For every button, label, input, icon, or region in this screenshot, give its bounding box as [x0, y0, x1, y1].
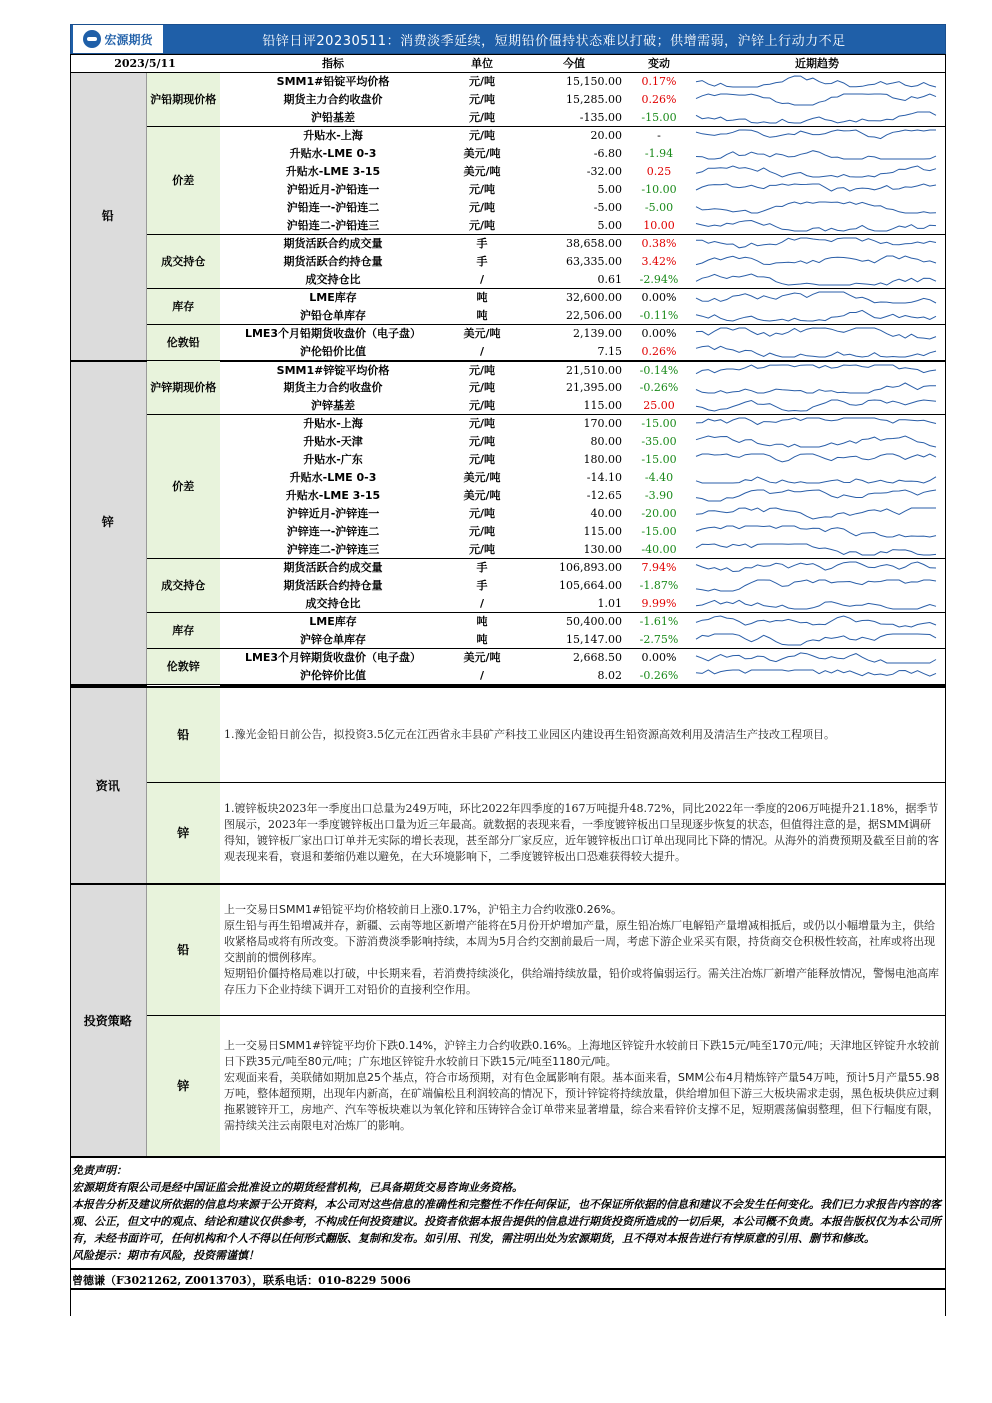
table-row [70, 127, 946, 145]
trend-sparkline [688, 343, 944, 360]
indicator-name: 升贴水-上海 [303, 417, 363, 431]
unit-cell: 吨 [476, 615, 488, 629]
trend-line [696, 477, 936, 483]
unit-cell: 美元/吨 [463, 471, 501, 484]
trend-sparkline [688, 523, 944, 540]
change-cell: 0.25 [646, 165, 672, 178]
trend-sparkline [688, 91, 944, 108]
trend-cell [688, 325, 946, 343]
trend-cell [688, 253, 946, 271]
change-cell: -15.00 [641, 453, 677, 466]
col-trend-header: 近期趋势 [688, 55, 946, 73]
value-cell: 5.00 [597, 183, 622, 196]
trend-sparkline [688, 73, 944, 90]
trend-line [696, 544, 936, 555]
change-cell: -3.90 [644, 489, 674, 502]
change-cell: 0.17% [641, 75, 677, 89]
strategy-lead-text [220, 884, 946, 1016]
change-cell: -1.61% [639, 615, 679, 629]
trend-line [696, 256, 936, 265]
trend-sparkline [688, 577, 944, 594]
indicator-name: 升贴水-LME 0-3 [289, 147, 377, 160]
unit-cell: 元/吨 [468, 93, 496, 106]
change-cell: 9.99% [630, 595, 688, 613]
value-cell: 0.61 [518, 271, 630, 289]
change-cell: -0.14% [639, 363, 679, 377]
group-label: 沪锌期现价格 [146, 361, 220, 415]
trend-sparkline [688, 271, 944, 288]
unit-cell: 手 [476, 237, 488, 251]
group-label: 库存 [146, 613, 220, 649]
value-cell: 20.00 [590, 129, 622, 143]
unit-cell: 元/吨 [468, 201, 496, 214]
change-cell: -2.75% [630, 631, 688, 649]
change-cell: 0.00% [641, 291, 677, 305]
value-cell: 15,150.00 [566, 75, 622, 89]
indicator-name: 期货活跃合约持仓量 [283, 255, 383, 268]
strategy-label: 投资策略 [70, 884, 146, 1156]
indicator-name: 沪伦锌价比值 [220, 667, 446, 685]
change-cell: 10.00 [630, 217, 688, 235]
news-lead-text: 1.豫光金铅日前公告，拟投资3.5亿元在江西省永丰县矿产科技工业园区内建设再生铅资源高效利用及清洁生产技改工程项目。 [224, 727, 835, 741]
trend-line [696, 94, 936, 105]
indicator-name: 沪铅仓单库存 [220, 307, 446, 325]
indicator-name: 升贴水-LME 3-15 [285, 165, 381, 178]
trend-cell [688, 415, 946, 433]
change-cell: -0.26% [630, 667, 688, 685]
indicator-name: 沪铅连一-沪铅连二 [286, 201, 380, 214]
trend-cell [688, 181, 946, 199]
col-indicator-header: 指标 [220, 55, 446, 73]
trend-sparkline [688, 199, 944, 216]
trend-line [696, 580, 936, 591]
change-cell: -4.40 [644, 471, 674, 484]
trend-line [696, 166, 936, 177]
trend-cell [688, 343, 946, 361]
indicator-name: SMM1#锌锭平均价格 [276, 363, 390, 377]
trend-cell [688, 109, 946, 127]
trend-line [696, 220, 936, 231]
table-row [70, 361, 946, 379]
lead-section-label: 铅 [70, 73, 146, 361]
value-cell: -5.00 [593, 201, 622, 214]
group-label: 伦敦锌 [146, 649, 220, 685]
analyst-contact: 曾德谦（F3021262, Z0013703），联系电话：010-8229 5006 [70, 1270, 946, 1290]
group-label: 成交持仓 [146, 559, 220, 613]
indicator-name: 沪锌近月-沪锌连一 [286, 507, 380, 520]
change-cell: -40.00 [630, 541, 688, 559]
value-cell: 115.00 [583, 525, 622, 538]
trend-sparkline [688, 595, 944, 612]
strategy-zinc-label: 锌 [146, 1016, 220, 1156]
indicator-name: LME3个月锌期货收盘价（电子盘） [244, 651, 422, 665]
table-header-row [70, 55, 946, 73]
unit-cell: 美元/吨 [463, 147, 501, 160]
col-value-header: 今值 [518, 55, 630, 73]
strategy-zinc-p1: 上一交易日SMM1#锌锭平均价下跌0.14%，沪锌主力合约收跌0.16%。上海地区锌锭升水较前日下跌15元/吨至170元/吨；天津地区锌锭升水较前日下跌35元/吨至80元/吨；广东地区锌锭升水较前日下跌15元/吨至1180元/吨。 [224, 1038, 940, 1068]
trend-cell [688, 397, 946, 415]
indicator-name: 沪锌基差 [220, 397, 446, 415]
indicator-name: 期货活跃合约持仓量 [283, 579, 383, 592]
change-cell: -1.94 [644, 147, 674, 160]
unit-cell: 美元/吨 [463, 165, 501, 178]
trend-line [696, 600, 936, 609]
trend-line [696, 634, 936, 645]
trend-line [696, 328, 936, 339]
trend-cell [688, 307, 946, 325]
value-cell: 2,668.50 [573, 651, 622, 665]
unit-cell: 元/吨 [468, 453, 496, 466]
col-unit-header: 单位 [446, 55, 518, 73]
risk-warning: 风险提示：期市有风险，投资需谨慎！ [72, 1248, 259, 1262]
trend-cell [688, 199, 946, 217]
table-row [70, 415, 946, 433]
trend-sparkline [688, 217, 944, 234]
trend-cell [688, 451, 946, 469]
trend-cell [688, 271, 946, 289]
trend-sparkline [688, 433, 944, 450]
trend-sparkline [688, 541, 944, 558]
value-cell: 170.00 [583, 417, 622, 431]
change-cell: 0.00% [641, 651, 677, 665]
logo-icon [83, 30, 101, 48]
logo-text: 宏源期货 [104, 32, 153, 47]
col-change-header: 变动 [630, 55, 688, 73]
trend-cell [688, 379, 946, 397]
value-cell: 22,506.00 [518, 307, 630, 325]
change-cell: -10.00 [641, 183, 677, 196]
unit-cell: / [446, 667, 518, 685]
unit-cell: / [446, 343, 518, 361]
value-cell: 38,658.00 [566, 237, 622, 251]
news-section [70, 686, 946, 883]
indicator-name: LME3个月铅期货收盘价（电子盘） [244, 327, 422, 341]
trend-cell [688, 127, 946, 145]
trend-sparkline [688, 469, 944, 486]
report-header [70, 24, 946, 54]
value-cell: 7.15 [518, 343, 630, 361]
unit-cell: 元/吨 [468, 507, 496, 520]
trend-cell [688, 433, 946, 451]
trend-line [696, 454, 936, 462]
group-label: 伦敦铅 [146, 325, 220, 361]
trend-sparkline [688, 362, 944, 379]
news-zinc-label: 锌 [146, 783, 220, 883]
trend-sparkline [688, 613, 944, 630]
trend-cell [688, 541, 946, 559]
trend-line [696, 274, 936, 285]
change-cell: -5.00 [644, 201, 674, 214]
group-label: 沪铅期现价格 [146, 73, 220, 127]
change-cell: -15.00 [641, 525, 677, 538]
change-cell: 3.42% [641, 255, 677, 268]
strategy-lead-label: 铅 [146, 884, 220, 1016]
strategy-zinc-text [220, 1016, 946, 1156]
trend-sparkline [688, 325, 944, 342]
trend-sparkline [688, 397, 944, 414]
trend-sparkline [688, 253, 944, 270]
trend-cell [688, 217, 946, 235]
change-cell: -20.00 [641, 507, 677, 520]
indicator-name: 期货主力合约收盘价 [283, 381, 383, 394]
trend-cell [688, 577, 946, 595]
value-cell: -32.00 [586, 165, 622, 178]
disclaimer-line: 宏源期货有限公司是经中国证监会批准设立的期货经营机构，已具备期货交易咨询业务资格。 [72, 1180, 523, 1194]
trend-cell [688, 667, 946, 685]
trend-line [696, 151, 936, 159]
indicator-name: 升贴水-上海 [303, 129, 363, 143]
report-title: 铅锌日评20230511：消费淡季延续，短期铅价僵持状态难以打破；供增需弱，沪锌上行动力不足 [262, 33, 846, 49]
value-cell: -14.10 [586, 471, 622, 484]
unit-cell: 元/吨 [446, 541, 518, 559]
trend-line [696, 346, 936, 357]
group-label: 价差 [146, 415, 220, 559]
change-cell: 0.26% [630, 343, 688, 361]
indicator-name: 沪铅基差 [220, 109, 446, 127]
trend-cell [688, 289, 946, 307]
news-label: 资讯 [70, 687, 146, 883]
table-row [70, 649, 946, 667]
change-cell: - [657, 129, 661, 143]
unit-cell: 美元/吨 [463, 651, 501, 665]
value-cell: 15,147.00 [518, 631, 630, 649]
value-cell: 15,285.00 [566, 93, 622, 106]
unit-cell: 元/吨 [468, 381, 496, 394]
value-cell: 21,510.00 [566, 363, 622, 377]
trend-line [696, 508, 936, 519]
trend-sparkline [688, 127, 944, 144]
indicator-name: 升贴水-LME 3-15 [285, 489, 381, 502]
news-zinc-text: 1.镀锌板块2023年一季度出口总量为249万吨，环比2022年四季度的167万吨提升48.72%，同比2022年一季度的206万吨提升21.18%，据季节图展示，2023年一季度镀锌板出口量为近三年最高。就数据的表现来看，一季度镀锌板出口呈现逐步恢复的状态，但值得注意的是，据SMM调研得知，镀锌板厂家出口订单并无实际的增长表现，甚至部分厂家反应，近年镀锌板出口订单出现同比下降的情况。从海外的消费预期及截至目前的客观表现来看，衰退和萎缩仍难以避免，在大环境影响下，二季度镀锌板出口恐难获得较大提升。 [224, 801, 939, 863]
indicator-name: LME库存 [309, 291, 357, 305]
trend-line [696, 310, 936, 321]
change-cell: 0.38% [641, 237, 677, 251]
strategy-lead-p3: 短期铅价僵持格局难以打破，中长期来看，若消费持续淡化，供给端持续放量，铅价或将偏弱运行。需关注冶炼厂新增产能释放情况，警惕电池高库存压力下企业持续下调开工对铅价的直接利空作用。 [224, 966, 939, 996]
trend-cell [688, 469, 946, 487]
unit-cell: 元/吨 [468, 75, 496, 89]
trend-cell [688, 235, 946, 253]
report-date: 2023/5/11 [70, 55, 220, 73]
strategy-lead-p1: 上一交易日SMM1#铅锭平均价格较前日上涨0.17%，沪铅主力合约收涨0.26%。 [224, 902, 623, 916]
trend-cell [688, 145, 946, 163]
change-cell: -15.00 [630, 109, 688, 127]
value-cell: -6.80 [593, 147, 622, 160]
unit-cell: 美元/吨 [463, 489, 501, 502]
indicator-name: 升贴水-广东 [303, 453, 363, 466]
trend-line [696, 238, 936, 248]
data-table [70, 54, 946, 686]
change-cell: 0.00% [641, 327, 677, 341]
unit-cell: 元/吨 [468, 417, 496, 431]
unit-cell: 元/吨 [468, 183, 496, 196]
indicator-name: 升贴水-天津 [303, 435, 363, 448]
change-cell: -0.26% [639, 381, 679, 394]
value-cell: 5.00 [518, 217, 630, 235]
trend-cell [688, 505, 946, 523]
zinc-section-label: 锌 [70, 361, 146, 685]
unit-cell: 手 [476, 561, 488, 575]
indicator-name: LME库存 [309, 615, 357, 629]
change-cell: -0.11% [630, 307, 688, 325]
trend-line [696, 112, 936, 123]
change-cell: 0.26% [641, 93, 677, 106]
trend-line [696, 562, 936, 572]
unit-cell: 元/吨 [468, 525, 496, 538]
group-label: 价差 [146, 127, 220, 235]
unit-cell: 元/吨 [468, 435, 496, 448]
unit-cell: 元/吨 [446, 397, 518, 415]
table-row [70, 559, 946, 577]
change-cell: -1.87% [639, 579, 679, 592]
trend-line [696, 76, 936, 87]
group-label: 库存 [146, 289, 220, 325]
indicator-name: 沪锌仓单库存 [220, 631, 446, 649]
trend-cell [688, 523, 946, 541]
value-cell: 1.01 [518, 595, 630, 613]
value-cell: 106,893.00 [559, 561, 622, 575]
indicator-name: 期货活跃合约成交量 [283, 237, 383, 251]
table-row [70, 235, 946, 253]
trend-sparkline [688, 379, 944, 396]
trend-line [696, 184, 936, 191]
trend-sparkline [688, 451, 944, 468]
trend-line [696, 490, 936, 501]
trend-sparkline [688, 631, 944, 648]
value-cell: 115.00 [518, 397, 630, 415]
trend-cell [688, 559, 946, 577]
table-row [70, 613, 946, 631]
change-cell: -15.00 [641, 417, 677, 431]
trend-cell [688, 613, 946, 631]
unit-cell: 元/吨 [468, 363, 496, 377]
trend-sparkline [688, 181, 944, 198]
unit-cell: 手 [476, 255, 488, 268]
indicator-name: 沪伦铅价比值 [220, 343, 446, 361]
company-logo [73, 25, 163, 53]
unit-cell: 元/吨 [468, 129, 496, 143]
trend-cell [688, 649, 946, 667]
trend-line [696, 418, 936, 425]
unit-cell: 美元/吨 [463, 327, 501, 341]
indicator-name: 期货主力合约收盘价 [283, 93, 383, 106]
trend-sparkline [688, 307, 944, 324]
trend-line [696, 526, 936, 537]
trend-cell [688, 73, 946, 91]
trend-sparkline [688, 415, 944, 432]
trend-cell [688, 163, 946, 181]
news-lead-label: 铅 [146, 687, 220, 783]
value-cell: 2,139.00 [573, 327, 622, 341]
table-row [70, 325, 946, 343]
trend-line [696, 436, 936, 447]
trend-sparkline [688, 235, 944, 252]
change-cell: 7.94% [641, 561, 677, 575]
trend-sparkline [688, 109, 944, 126]
value-cell: 50,400.00 [566, 615, 622, 629]
value-cell: 32,600.00 [566, 291, 622, 305]
indicator-name: 升贴水-LME 0-3 [289, 471, 377, 484]
table-row [70, 289, 946, 307]
trend-line [696, 202, 936, 213]
indicator-name: 沪铅近月-沪铅连一 [286, 183, 380, 196]
value-cell: 180.00 [583, 453, 622, 466]
value-cell: -135.00 [518, 109, 630, 127]
trend-line [696, 130, 936, 139]
trend-sparkline [688, 559, 944, 576]
indicator-name: 沪锌连二-沪锌连三 [220, 541, 446, 559]
change-cell: -35.00 [641, 435, 677, 448]
trend-sparkline [688, 505, 944, 522]
trend-cell [688, 595, 946, 613]
indicator-name: 沪锌连一-沪锌连二 [286, 525, 380, 538]
trend-line [696, 670, 936, 676]
change-cell: 25.00 [630, 397, 688, 415]
change-cell: -2.94% [630, 271, 688, 289]
unit-cell: / [446, 595, 518, 613]
trend-sparkline [688, 667, 944, 684]
unit-cell: 元/吨 [446, 217, 518, 235]
trend-line [696, 400, 936, 411]
value-cell: 105,664.00 [559, 579, 622, 592]
table-row [70, 73, 946, 91]
trend-cell [688, 361, 946, 379]
indicator-name: SMM1#铅锭平均价格 [276, 75, 390, 89]
trend-cell [688, 631, 946, 649]
trend-line [696, 365, 936, 374]
unit-cell: 吨 [446, 631, 518, 649]
trend-cell [688, 487, 946, 505]
trend-line [696, 653, 936, 663]
unit-cell: 吨 [476, 291, 488, 305]
trend-sparkline [688, 289, 944, 306]
unit-cell: 手 [476, 579, 488, 592]
trend-sparkline [688, 163, 944, 180]
strategy-section [70, 883, 946, 1156]
trend-sparkline [688, 487, 944, 504]
strategy-zinc-p2: 宏观面来看，美联储如期加息25个基点，符合市场预期，对有色金属影响有限。基本面来看，SMM公布4月精炼锌产量54万吨，预计5月产量55.98万吨，整体超预期，出现年内新高，在矿端偏松且利润较高的情况下，预计锌锭将持续放量，供给增加但下游三大板块需求走弱，黑色板块供应过剩拖累镀锌开工，房地产、汽车等板块难以为氧化锌和压铸锌合金订单带来显著增量，综合来看锌价支撑不足，短期震荡偏弱整理，但下行幅度有限，需持续关注云南限电对冶炼厂的影响。 [224, 1070, 940, 1132]
disclaimer-title: 免责声明： [72, 1163, 127, 1177]
indicator-name: 沪铅连二-沪铅连三 [220, 217, 446, 235]
disclaimer [70, 1156, 946, 1270]
report-page [70, 24, 946, 1290]
value-cell: 80.00 [590, 435, 622, 448]
trend-line [696, 616, 936, 627]
unit-cell: / [446, 271, 518, 289]
unit-cell: 元/吨 [446, 109, 518, 127]
unit-cell: 吨 [446, 307, 518, 325]
value-cell: 8.02 [518, 667, 630, 685]
value-cell: 63,335.00 [566, 255, 622, 268]
trend-line [696, 292, 936, 303]
strategy-lead-p2: 原生铅与再生铅增减并存，新疆、云南等地区新增产能将在5月份开炉增加产量，原生铅冶炼厂电解铅产量增减相抵后，或仍以小幅增量为主，供给收紧格局或将有所改变。下游消费淡季影响持续，本周为5月合约交割前最后一周，考虑下游企业采买有限，持货商交仓积极性较高，社库或将出现交割前的惯例移库。 [224, 918, 935, 964]
trend-sparkline [688, 649, 944, 666]
value-cell: 130.00 [518, 541, 630, 559]
indicator-name: 成交持仓比 [220, 595, 446, 613]
trend-cell [688, 91, 946, 109]
value-cell: 21,395.00 [566, 381, 622, 394]
indicator-name: 成交持仓比 [220, 271, 446, 289]
value-cell: 40.00 [590, 507, 622, 520]
value-cell: -12.65 [586, 489, 622, 502]
group-label: 成交持仓 [146, 235, 220, 289]
trend-sparkline [688, 145, 944, 162]
indicator-name: 期货活跃合约成交量 [283, 561, 383, 575]
disclaimer-line: 本报告分析及建议所依据的信息均来源于公开资料，本公司对这些信息的准确性和完整性不作任何保证，也不保证所依据的信息和建议不会发生任何变化。我们已力求报告内容的客观、公正，但文中的观点、结论和建议仅供参考，不构成任何投资建议。投资者依据本报告提供的信息进行期货投资所造成的一切后果，本公司概不负责。本报告版权仅为本公司所有，未经书面许可，任何机构和个人不得以任何形式翻版、复制和发布。如引用、刊发，需注明出处为宏源期货，且不得对本报告进行有悖原意的引用、删节和修改。 [72, 1197, 941, 1245]
trend-line [696, 383, 936, 393]
